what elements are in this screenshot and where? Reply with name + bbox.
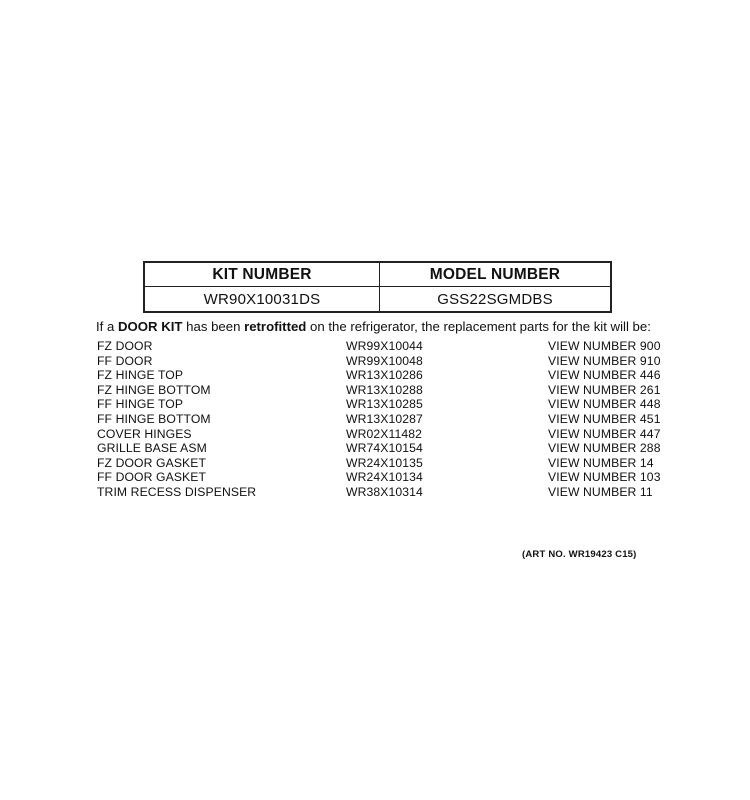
part-name: FZ HINGE TOP: [97, 368, 184, 383]
view-number: VIEW NUMBER 14: [548, 455, 654, 470]
part-name: FZ HINGE BOTTOM: [97, 382, 211, 397]
part-name: FF HINGE BOTTOM: [97, 411, 211, 426]
view-number: VIEW NUMBER 261: [548, 382, 661, 397]
art-number: (ART NO. WR19423 C15): [522, 549, 637, 560]
view-number: VIEW NUMBER 11: [548, 484, 653, 499]
part-number: WR74X10154: [346, 441, 423, 456]
list-item: [97, 383, 677, 398]
list-item: [97, 427, 677, 442]
view-number: VIEW NUMBER 451: [548, 411, 661, 426]
part-name: COVER HINGES: [97, 426, 192, 441]
part-name: FF HINGE TOP: [97, 397, 184, 412]
part-number: WR38X10314: [346, 484, 423, 499]
intro-bold-door-kit: DOOR KIT: [118, 319, 183, 334]
list-item: [97, 412, 677, 427]
list-item: [97, 354, 677, 369]
view-number: VIEW NUMBER 446: [548, 368, 661, 383]
intro-prefix: If a: [96, 319, 118, 334]
model-number-value: GSS22SGMDBS: [437, 290, 553, 308]
view-number: VIEW NUMBER 447: [548, 426, 661, 441]
part-number: WR13X10286: [346, 368, 423, 383]
view-number: VIEW NUMBER 448: [548, 397, 661, 412]
part-name: TRIM RECESS DISPENSER: [97, 484, 257, 499]
part-name: FF DOOR: [97, 353, 153, 368]
list-item: [97, 441, 677, 456]
list-item: [97, 368, 677, 383]
part-name: FF DOOR GASKET: [97, 470, 207, 485]
kit-model-table: [143, 261, 612, 313]
replacement-parts-list: [97, 339, 677, 500]
view-number: VIEW NUMBER 900: [548, 339, 661, 353]
part-number: WR24X10134: [346, 470, 423, 485]
list-item: [97, 485, 677, 500]
view-number: VIEW NUMBER 910: [548, 353, 661, 368]
retrofit-intro-text: [96, 319, 696, 334]
kit-number-header: KIT NUMBER: [145, 263, 380, 287]
model-number-header: MODEL NUMBER: [380, 263, 610, 287]
part-number: WR24X10135: [346, 455, 423, 470]
intro-bold-retrofitted: retrofitted: [244, 319, 307, 334]
part-name: FZ DOOR GASKET: [97, 455, 207, 470]
list-item: [97, 470, 677, 485]
part-number: WR02X11482: [346, 426, 422, 441]
view-number: VIEW NUMBER 288: [548, 441, 661, 456]
part-number: WR13X10287: [346, 411, 423, 426]
part-name: GRILLE BASE ASM: [97, 441, 207, 456]
intro-suffix: on the refrigerator, the replacement parts for the kit will be:: [306, 319, 651, 334]
list-item: [97, 339, 677, 354]
part-number: WR99X10048: [346, 353, 423, 368]
list-item: [97, 397, 677, 412]
part-number: WR13X10285: [346, 397, 423, 412]
part-number: WR99X10044: [346, 339, 423, 353]
intro-mid: has been: [182, 319, 245, 334]
view-number: VIEW NUMBER 103: [548, 470, 661, 485]
part-name: FZ DOOR: [97, 339, 153, 353]
list-item: [97, 456, 677, 471]
kit-number-value: WR90X10031DS: [145, 287, 380, 311]
part-number: WR13X10288: [346, 382, 423, 397]
